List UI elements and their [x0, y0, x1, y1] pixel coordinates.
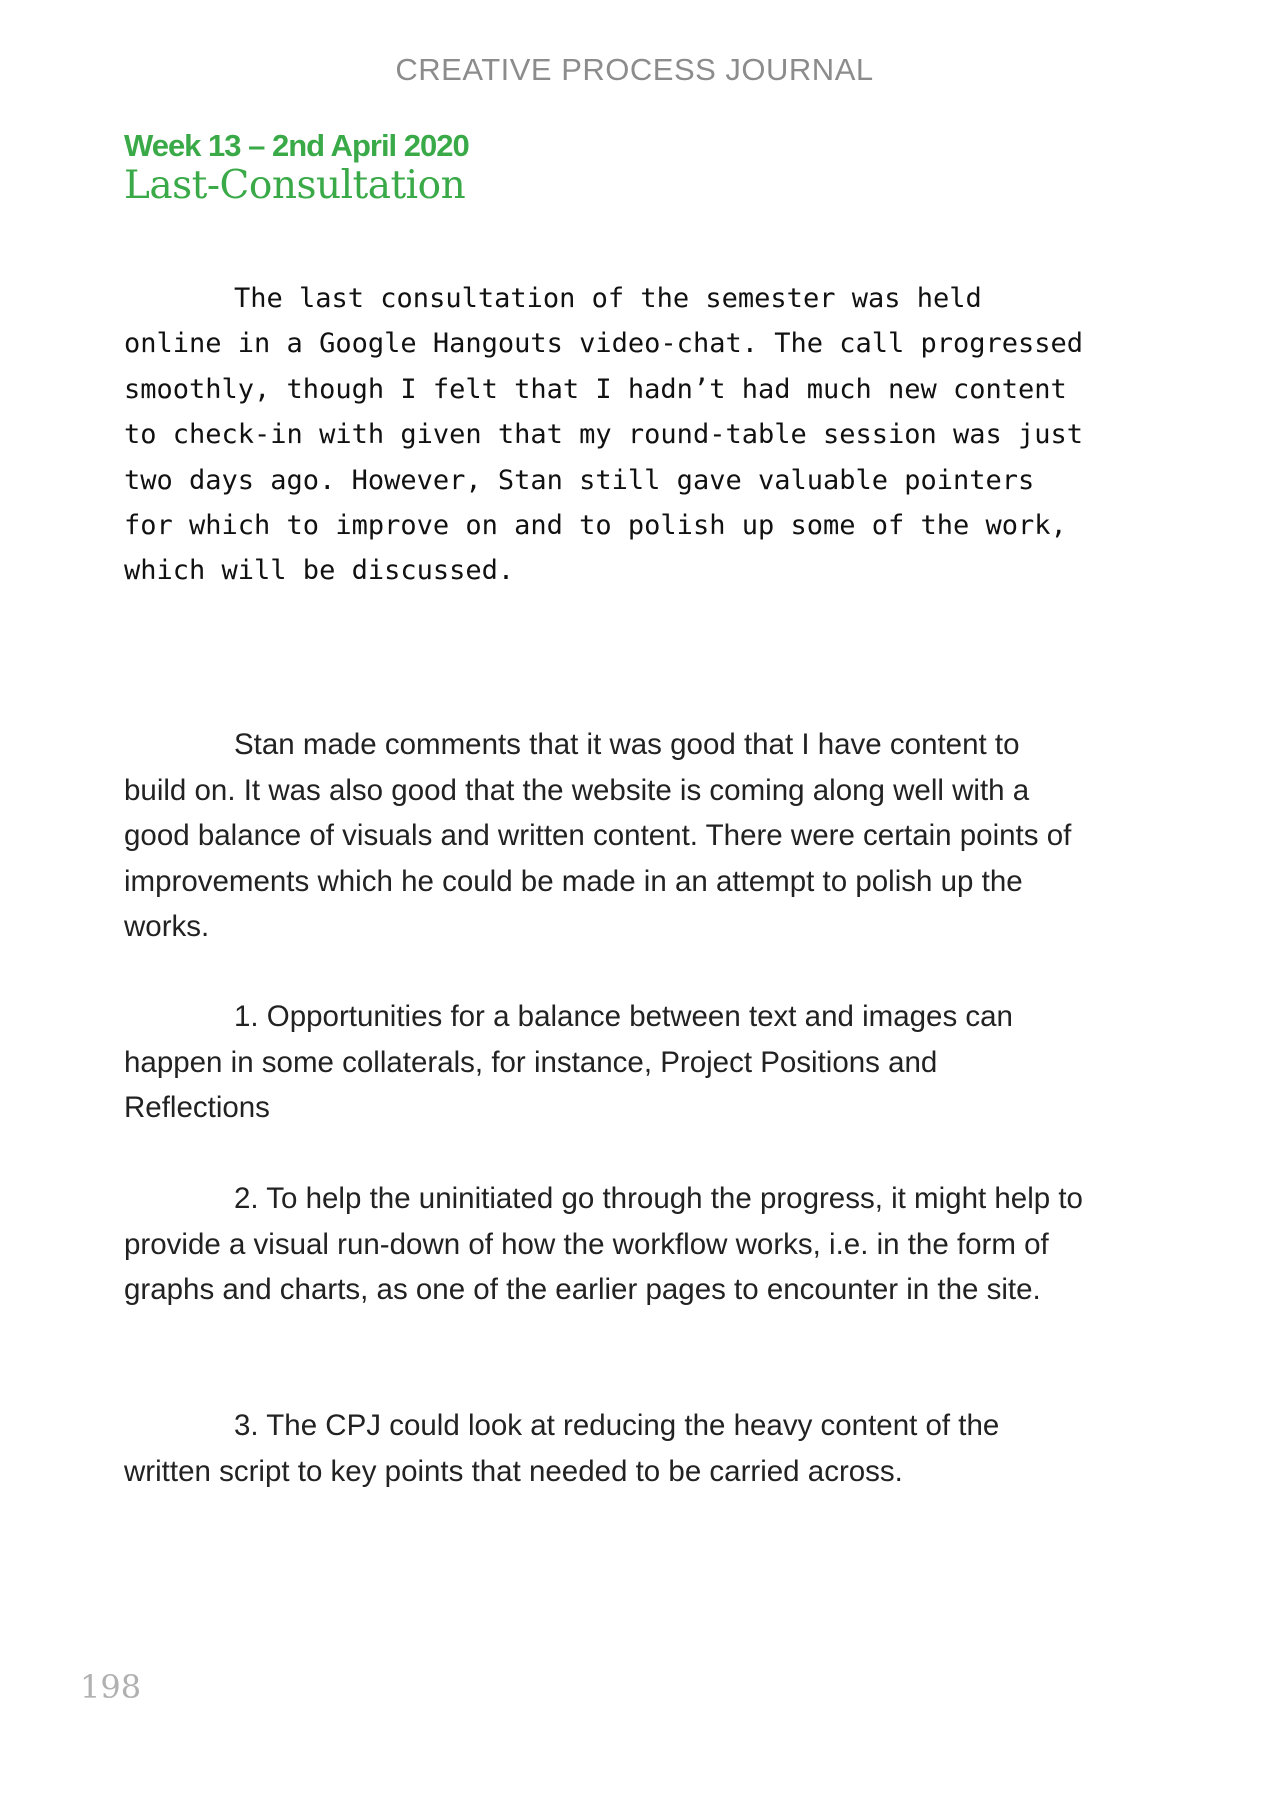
- point-3-paragraph: 3. The CPJ could look at reducing the heavy content of the written script to key points that needed to be carried across.: [124, 1409, 1000, 1488]
- intro-paragraph: The last consultation of the semester was held online in a Google Hangouts video-chat. The call progressed smoothly, though I felt that I hadn’t had much new content to check-in with given that my round-table session was just two days ago. However, Stan still gave valuable pointers for which to improve on and to polish up some of the work, which will be discussed.: [124, 283, 1084, 587]
- comments-paragraph: Stan made comments that it was good that I have content to build on. It was also good that the website is coming along well with a good balance of visuals and written content. There were certain points of improvements which he could be made in an attempt to polish up the works.: [124, 728, 1072, 943]
- journal-header: CREATIVE PROCESS JOURNAL: [395, 52, 874, 87]
- week-date-line: Week 13 – 2nd April 2020: [124, 128, 469, 163]
- page-number: 198: [80, 1668, 142, 1706]
- section-title: Last-Consultation: [124, 163, 466, 208]
- entry-heading: [124, 128, 469, 208]
- point-2-paragraph: 2. To help the uninitiated go through the progress, it might help to provide a visual run-down of how the workflow works, i.e. in the form of graphs and charts, as one of the earlier pages to encounter in the site.: [124, 1182, 1083, 1306]
- point-1-paragraph: 1. Opportunities for a balance between text and images can happen in some collaterals, for instance, Project Positions and Reflections: [124, 1000, 1013, 1124]
